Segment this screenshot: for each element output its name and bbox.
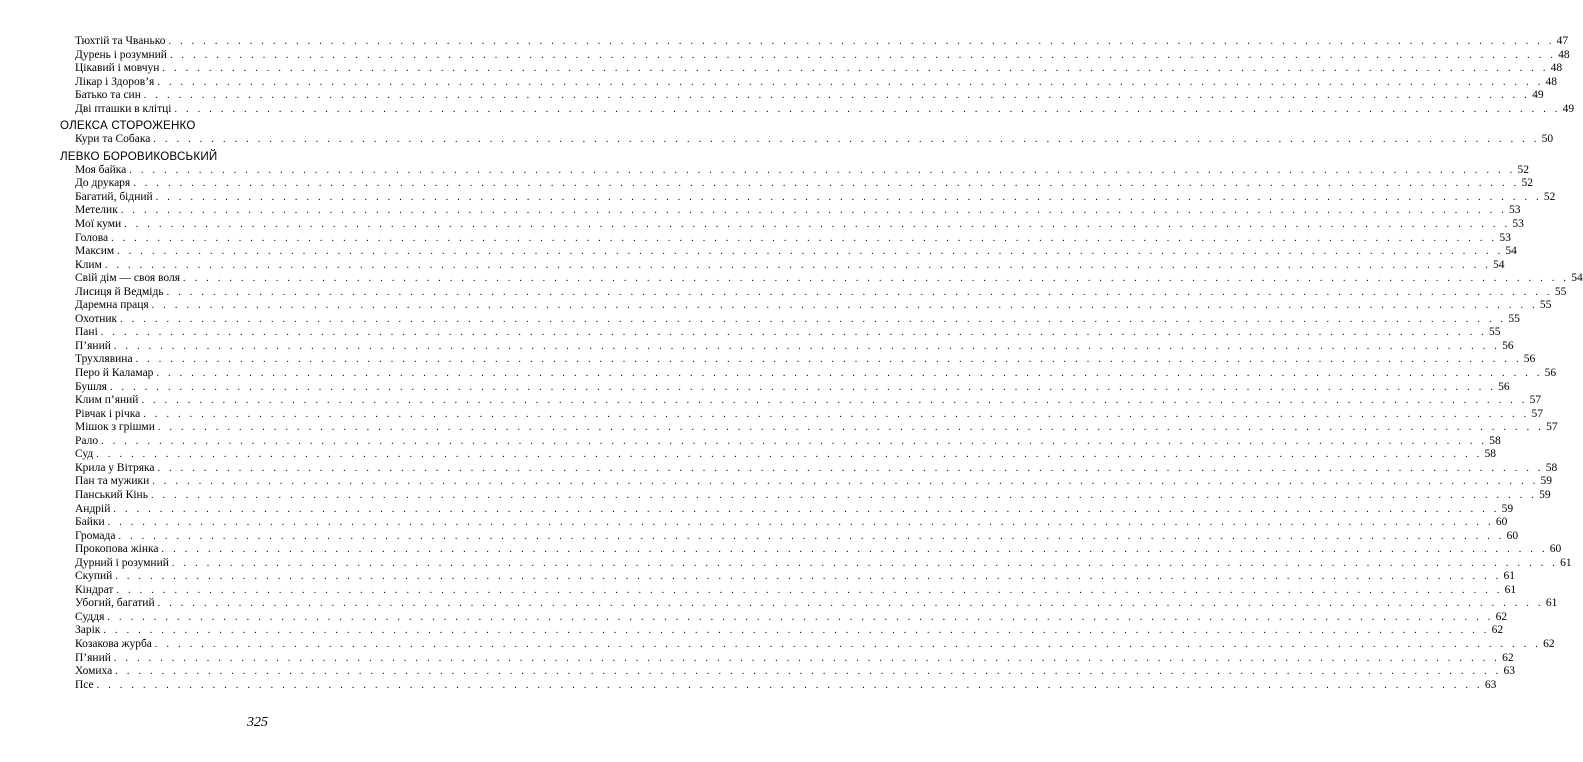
dot-leader: . . . . . . . . . . . . . . . . . . . . . . . . . . . . . . . . . . . . . . . . . . . . . . . . . . . . . . . . . . . . . . . . . . . . . . . . . . . . . . . . . . . . . . . . . . . . . . . . . . . . . . . . . . . . . . . . . . . . . . . . [141,395,1528,407]
toc-entry [60,258,1505,273]
dot-leader: . . . . . . . . . . . . . . . . . . . . . . . . . . . . . . . . . . . . . . . . . . . . . . . . . . . . . . . . . . . . . . . . . . . . . . . . . . . . . . . . . . . . . . . . . . . . . . . . . . . . . . . . . . . . . . . . . . . . . . . . [100,327,1487,339]
entry-title: Тюхтій та Чванько [75,35,166,47]
dot-leader: . . . . . . . . . . . . . . . . . . . . . . . . . . . . . . . . . . . . . . . . . . . . . . . . . . . . . . . . . . . . . . . . . . . . . . . . . . . . . . . . . . . . . . . . . . . . . . . . . . . . . . . . . . . . . . . . . . . . . . . . [157,462,1544,474]
toc-entry [60,597,1558,611]
dot-leader: . . . . . . . . . . . . . . . . . . . . . . . . . . . . . . . . . . . . . . . . . . . . . . . . . . . . . . . . . . . . . . . . . . . . . . . . . . . . . . . . . . . . . . . . . . . . . . . . . . . . . . . . . . . . . . . . . . . . . . . . [166,286,1553,298]
dot-leader: . . . . . . . . . . . . . . . . . . . . . . . . . . . . . . . . . . . . . . . . . . . . . . . . . . . . . . . . . . . . . . . . . . . . . . . . . . . . . . . . . . . . . . . . . . . . . . . . . . . . . . . . . . . . . . . . . . . . . . . . [151,300,1538,312]
entry-title: Голова [75,231,109,244]
entry-page-number: 48 [1550,62,1563,75]
entry-page-number: 53 [1499,231,1511,244]
entry-title: Крила у Вітряка [75,461,155,474]
dot-leader: . . . . . . . . . . . . . . . . . . . . . . . . . . . . . . . . . . . . . . . . . . . . . . . . . . . . . . . . . . . . . . . . . . . . . . . . . . . . . . . . . . . . . . . . . . . . . . . . . . . . . . . . . . . . . . . . . . . . . . . . [96,449,1483,461]
dot-leader: . . . . . . . . . . . . . . . . . . . . . . . . . . . . . . . . . . . . . . . . . . . . . . . . . . . . . . . . . . . . . . . . . . . . . . . . . . . . . . . . . . . . . . . . . . . . . . . . . . . . . . . . . . . . . . . . . . . . . . . . [113,652,1501,664]
dot-leader: . . . . . . . . . . . . . . . . . . . . . . . . . . . . . . . . . . . . . . . . . . . . . . . . . . . . . . . . . . . . . . . . . . . . . . . . . . . . . . . . . . . . . . . . . . . . . . . . . . . . . . . . . . . . . . . . . . . . . . . . [107,517,1494,529]
dot-leader: . . . . . . . . . . . . . . . . . . . . . . . . . . . . . . . . . . . . . . . . . . . . . . . . . . . . . . . . . . . . . . . . . . . . . . . . . . . . . . . . . . . . . . . . . . . . . . . . . . . . . . . . . . . . . . . . . . . . . . . . [143,90,1531,102]
entry-title: Лікар і Здоров’я [75,75,155,88]
dot-leader: . . . . . . . . . . . . . . . . . . . . . . . . . . . . . . . . . . . . . . . . . . . . . . . . . . . . . . . . . . . . . . . . . . . . . . . . . . . . . . . . . . . . . . . . . . . . . . . . . . . . . . . . . . . . . . . . . . . . . . . . [120,313,1507,325]
entry-title: Свій дім — своя воля [75,272,181,285]
toc-entry [60,245,1517,259]
entry-title: Багатий, бідний [75,190,153,203]
entry-title: Громада [75,529,116,542]
entry-title: Лисиця й Ведмідь [75,285,164,298]
entry-page-number: 48 [1558,48,1570,61]
entry-page-number: 62 [1543,637,1555,650]
dot-leader: . . . . . . . . . . . . . . . . . . . . . . . . . . . . . . . . . . . . . . . . . . . . . . . . . . . . . . . . . . . . . . . . . . . . . . . . . . . . . . . . . . . . . . . . . . . . . . . . . . . . . . . . . . . . . . . . . . . . . . . . [101,435,1488,447]
dot-leader: . . . . . . . . . . . . . . . . . . . . . . . . . . . . . . . . . . . . . . . . . . . . . . . . . . . . . . . . . . . . . . . . . . . . . . . . . . . . . . . . . . . . . . . . . . . . . . . . . . . . . . . . . . . . . . . . . . . . . . . . [103,625,1490,637]
toc-entry [60,502,1514,517]
entry-page-number: 61 [1545,597,1558,610]
dot-leader: . . . . . . . . . . . . . . . . . . . . . . . . . . . . . . . . . . . . . . . . . . . . . . . . . . . . . . . . . . . . . . . . . . . . . . . . . . . . . . . . . . . . . . . . . . . . . . . . . . . . . . . . . . . . . . . . . . . . . . . . [115,571,1502,583]
entry-title: Убогий, багатий [75,597,155,610]
entry-title: Дурний і розумний [75,556,169,569]
dot-leader: . . . . . . . . . . . . . . . . . . . . . . . . . . . . . . . . . . . . . . . . . . . . . . . . . . . . . . . . . . . . . . . . . . . . . . . . . . . . . . . . . . . . . . . . . . . . . . . . . . . . . . . . . . . . . . . . . . . . . . . . [162,63,1549,75]
dot-leader: . . . . . . . . . . . . . . . . . . . . . . . . . . . . . . . . . . . . . . . . . . . . . . . . . . . . . . . . . . . . . . . . . . . . . . . . . . . . . . . . . . . . . . . . . . . . . . . . . . . . . . . . . . . . . . . . . . . . . . . . [135,354,1522,366]
toc-entry [60,48,1570,63]
entry-title: Клим п’яний [75,394,139,407]
toc-entry [60,204,1521,218]
toc-entry [60,190,1556,205]
dot-leader: . . . . . . . . . . . . . . . . . . . . . . . . . . . . . . . . . . . . . . . . . . . . . . . . . . . . . . . . . . . . . . . . . . . . . . . . . . . . . . . . . . . . . . . . . . . . . . . . . . . . . . . . . . . . . . . . . . . . . . . . [113,340,1501,352]
toc-entry [60,665,1515,679]
entry-title: Метелик [75,204,118,217]
dot-leader: . . . . . . . . . . . . . . . . . . . . . . . . . . . . . . . . . . . . . . . . . . . . . . . . . . . . . . . . . . . . . . . . . . . . . . . . . . . . . . . . . . . . . . . . . . . . . . . . . . . . . . . . . . . . . . . . . . . . . . . . [156,368,1543,380]
dot-leader: . . . . . . . . . . . . . . . . . . . . . . . . . . . . . . . . . . . . . . . . . . . . . . . . . . . . . . . . . . . . . . . . . . . . . . . . . . . . . . . . . . . . . . . . . . . . . . . . . . . . . . . . . . . . . . . . . . . . . . . . [133,178,1520,190]
toc-entry [60,326,1501,340]
dot-leader: . . . . . . . . . . . . . . . . . . . . . . . . . . . . . . . . . . . . . . . . . . . . . . . . . . . . . . . . . . . . . . . . . . . . . . . . . . . . . . . . . . . . . . . . . . . . . . . . . . . . . . . . . . . . . . . . . . . . . . . . [155,191,1542,203]
entry-page-number: 58 [1545,461,1558,474]
entry-title: Батько та син [75,89,141,102]
dot-leader: . . . . . . . . . . . . . . . . . . . . . . . . . . . . . . . . . . . . . . . . . . . . . . . . . . . . . . . . . . . . . . . . . . . . . . . . . . . . . . . . . . . . . . . . . . . . . . . . . . . . . . . . . . . . . . . . . . . . . . . . [174,103,1561,115]
entry-page-number: 48 [1545,75,1558,88]
entry-page-number: 59 [1539,488,1551,501]
page-number: 325 [247,715,268,730]
dot-leader: . . . . . . . . . . . . . . . . . . . . . . . . . . . . . . . . . . . . . . . . . . . . . . . . . . . . . . . . . . . . . . . . . . . . . . . . . . . . . . . . . . . . . . . . . . . . . . . . . . . . . . . . . . . . . . . . . . . . . . . . [115,666,1502,678]
toc-entry [60,543,1562,557]
entry-page-number: 63 [1484,678,1497,691]
entry-page-number: 57 [1546,421,1558,434]
entry-title: Андрій [75,502,111,515]
entry-title: Даремна праця [75,299,149,312]
toc-entry [60,89,1544,103]
dot-leader: . . . . . . . . . . . . . . . . . . . . . . . . . . . . . . . . . . . . . . . . . . . . . . . . . . . . . . . . . . . . . . . . . . . . . . . . . . . . . . . . . . . . . . . . . . . . . . . . . . . . . . . . . . . . . . . . . . . . . . . . [154,638,1542,650]
entry-title: Клим [75,258,102,271]
author-heading: ОЛЕКСА СТОРОЖЕНКО [60,119,196,133]
dot-leader: . . . . . . . . . . . . . . . . . . . . . . . . . . . . . . . . . . . . . . . . . . . . . . . . . . . . . . . . . . . . . . . . . . . . . . . . . . . . . . . . . . . . . . . . . . . . . . . . . . . . . . . . . . . . . . . . . . . . . . . . [118,530,1505,542]
author-heading: ЛЕВКО БОРОВИКОВСЬКИЙ [60,149,218,163]
entry-page-number: 56 [1502,339,1514,352]
toc-entry [60,529,1519,544]
dot-leader: . . . . . . . . . . . . . . . . . . . . . . . . . . . . . . . . . . . . . . . . . . . . . . . . . . . . . . . . . . . . . . . . . . . . . . . . . . . . . . . . . . . . . . . . . . . . . . . . . . . . . . . . . . . . . . . . . . . . . . . . [157,598,1544,610]
dot-leader: . . . . . . . . . . . . . . . . . . . . . . . . . . . . . . . . . . . . . . . . . . . . . . . . . . . . . . . . . . . . . . . . . . . . . . . . . . . . . . . . . . . . . . . . . . . . . . . . . . . . . . . . . . . . . . . . . . . . . . . . [120,205,1507,217]
entry-title: Зарік [75,624,101,637]
dot-leader: . . . . . . . . . . . . . . . . . . . . . . . . . . . . . . . . . . . . . . . . . . . . . . . . . . . . . . . . . . . . . . . . . . . . . . . . . . . . . . . . . . . . . . . . . . . . . . . . . . . . . . . . . . . . . . . . . . . . . . . . [113,503,1500,515]
entry-title: До друкаря [75,177,131,190]
entry-page-number: 61 [1560,556,1572,569]
dot-leader: . . . . . . . . . . . . . . . . . . . . . . . . . . . . . . . . . . . . . . . . . . . . . . . . . . . . . . . . . . . . . . . . . . . . . . . . . . . . . . . . . . . . . . . . . . . . . . . . . . . . . . . . . . . . . . . . . . . . . . . . [104,259,1492,271]
entry-page-number: 60 [1495,516,1508,529]
entry-page-number: 54 [1505,245,1517,258]
entry-page-number: 62 [1502,651,1514,664]
dot-leader: . . . . . . . . . . . . . . . . . . . . . . . . . . . . . . . . . . . . . . . . . . . . . . . . . . . . . . . . . . . . . . . . . . . . . . . . . . . . . . . . . . . . . . . . . . . . . . . . . . . . . . . . . . . . . . . . . . . . . . . . [157,422,1545,434]
entry-page-number: 55 [1554,285,1567,298]
entry-page-number: 57 [1529,394,1542,407]
toc-entry [60,421,1558,435]
table-of-contents [60,35,1583,692]
entry-page-number: 59 [1540,475,1553,488]
toc-entry [60,475,1553,489]
entry-page-number: 54 [1493,258,1505,271]
toc-entry [60,353,1536,367]
entry-title: Кіндрат [75,583,114,596]
entry-title: Байки [75,516,105,529]
entry-page-number: 58 [1484,448,1496,461]
toc-entry [60,177,1533,191]
toc-entry [60,434,1501,449]
toc-entry [60,556,1572,571]
entry-title: Козакова журба [75,637,152,650]
toc-entry [60,448,1496,462]
entry-page-number: 56 [1523,353,1536,366]
entry-title: Рало [75,434,99,447]
entry-title: Моя байка [75,163,127,176]
entry-page-number: 50 [1541,133,1554,146]
entry-page-number: 55 [1508,312,1520,325]
toc-entry [60,637,1555,652]
entry-page-number: 59 [1501,502,1514,515]
entry-title: Пані [75,326,98,339]
entry-title: Панський Кінь [75,488,148,501]
dot-leader: . . . . . . . . . . . . . . . . . . . . . . . . . . . . . . . . . . . . . . . . . . . . . . . . . . . . . . . . . . . . . . . . . . . . . . . . . . . . . . . . . . . . . . . . . . . . . . . . . . . . . . . . . . . . . . . . . . . . . . . . [152,476,1539,488]
entry-page-number: 54 [1571,272,1583,285]
dot-leader: . . . . . . . . . . . . . . . . . . . . . . . . . . . . . . . . . . . . . . . . . . . . . . . . . . . . . . . . . . . . . . . . . . . . . . . . . . . . . . . . . . . . . . . . . . . . . . . . . . . . . . . . . . . . . . . . . . . . . . . . [171,557,1559,569]
toc-entry [60,312,1520,327]
toc-entry [60,299,1552,313]
entry-title: П’яний [75,339,111,352]
toc-entry [60,407,1543,422]
entry-page-number: 61 [1503,570,1516,583]
dot-leader: . . . . . . . . . . . . . . . . . . . . . . . . . . . . . . . . . . . . . . . . . . . . . . . . . . . . . . . . . . . . . . . . . . . . . . . . . . . . . . . . . . . . . . . . . . . . . . . . . . . . . . . . . . . . . . . . . . . . . . . . [157,76,1544,88]
toc-entry [60,394,1542,408]
entry-page-number: 53 [1509,204,1521,217]
toc-entry [60,624,1504,638]
toc-entry [60,133,1554,147]
toc-entry [60,367,1557,381]
entry-page-number: 60 [1506,529,1519,542]
dot-leader: . . . . . . . . . . . . . . . . . . . . . . . . . . . . . . . . . . . . . . . . . . . . . . . . . . . . . . . . . . . . . . . . . . . . . . . . . . . . . . . . . . . . . . . . . . . . . . . . . . . . . . . . . . . . . . . . . . . . . . . . [183,273,1570,285]
dot-leader: . . . . . . . . . . . . . . . . . . . . . . . . . . . . . . . . . . . . . . . . . . . . . . . . . . . . . . . . . . . . . . . . . . . . . . . . . . . . . . . . . . . . . . . . . . . . . . . . . . . . . . . . . . . . . . . . . . . . . . . . [109,381,1497,393]
dot-leader: . . . . . . . . . . . . . . . . . . . . . . . . . . . . . . . . . . . . . . . . . . . . . . . . . . . . . . . . . . . . . . . . . . . . . . . . . . . . . . . . . . . . . . . . . . . . . . . . . . . . . . . . . . . . . . . . . . . . . . . . [143,408,1530,420]
dot-leader: . . . . . . . . . . . . . . . . . . . . . . . . . . . . . . . . . . . . . . . . . . . . . . . . . . . . . . . . . . . . . . . . . . . . . . . . . . . . . . . . . . . . . . . . . . . . . . . . . . . . . . . . . . . . . . . . . . . . . . . . [117,246,1504,258]
entry-title: Дві пташки в клітці [75,102,172,115]
entry-page-number: 55 [1539,299,1552,312]
entry-page-number: 58 [1489,434,1501,447]
toc-entry [60,516,1508,530]
entry-title: Бушля [75,380,107,393]
toc-entry [60,380,1510,395]
dot-leader: . . . . . . . . . . . . . . . . . . . . . . . . . . . . . . . . . . . . . . . . . . . . . . . . . . . . . . . . . . . . . . . . . . . . . . . . . . . . . . . . . . . . . . . . . . . . . . . . . . . . . . . . . . . . . . . . . . . . . . . . [161,544,1548,556]
entry-title: Суддя [75,610,105,623]
entry-title: Максим [75,245,115,258]
entry-title: Хомиха [75,665,113,678]
toc-entry [60,35,1569,49]
toc-entry [60,651,1514,666]
entry-title: П’яний [75,651,111,664]
entry-page-number: 56 [1498,380,1510,393]
entry-page-number: 49 [1532,89,1544,102]
dot-leader: . . . . . . . . . . . . . . . . . . . . . . . . . . . . . . . . . . . . . . . . . . . . . . . . . . . . . . . . . . . . . . . . . . . . . . . . . . . . . . . . . . . . . . . . . . . . . . . . . . . . . . . . . . . . . . . . . . . . . . . . [168,36,1555,47]
entry-page-number: 63 [1503,665,1515,678]
entry-page-number: 52 [1521,177,1533,190]
toc-entry [60,218,1524,232]
toc-entry [60,163,1529,178]
entry-title: Мої куми [75,218,122,231]
entry-page-number: 47 [1556,35,1569,47]
entry-page-number: 52 [1517,163,1529,176]
entry-title: Скупий [75,570,113,583]
dot-leader: . . . . . . . . . . . . . . . . . . . . . . . . . . . . . . . . . . . . . . . . . . . . . . . . . . . . . . . . . . . . . . . . . . . . . . . . . . . . . . . . . . . . . . . . . . . . . . . . . . . . . . . . . . . . . . . . . . . . . . . . [169,49,1557,61]
entry-title: Охотник [75,312,118,325]
dot-leader: . . . . . . . . . . . . . . . . . . . . . . . . . . . . . . . . . . . . . . . . . . . . . . . . . . . . . . . . . . . . . . . . . . . . . . . . . . . . . . . . . . . . . . . . . . . . . . . . . . . . . . . . . . . . . . . . . . . . . . . . [153,134,1540,146]
entry-title: Мішок з грішми [75,421,155,434]
toc-entry [60,75,1558,90]
toc-entry [60,583,1517,598]
dot-leader: . . . . . . . . . . . . . . . . . . . . . . . . . . . . . . . . . . . . . . . . . . . . . . . . . . . . . . . . . . . . . . . . . . . . . . . . . . . . . . . . . . . . . . . . . . . . . . . . . . . . . . . . . . . . . . . . . . . . . . . . [150,489,1538,501]
entry-page-number: 52 [1543,190,1556,203]
entry-title: Псе [75,678,94,691]
dot-leader: . . . . . . . . . . . . . . . . . . . . . . . . . . . . . . . . . . . . . . . . . . . . . . . . . . . . . . . . . . . . . . . . . . . . . . . . . . . . . . . . . . . . . . . . . . . . . . . . . . . . . . . . . . . . . . . . . . . . . . . . [129,164,1516,176]
entry-page-number: 62 [1491,624,1504,637]
entry-page-number: 62 [1495,610,1508,623]
entry-title: Цікавий і мовчун [75,62,160,75]
dot-leader: . . . . . . . . . . . . . . . . . . . . . . . . . . . . . . . . . . . . . . . . . . . . . . . . . . . . . . . . . . . . . . . . . . . . . . . . . . . . . . . . . . . . . . . . . . . . . . . . . . . . . . . . . . . . . . . . . . . . . . . . [124,219,1511,231]
dot-leader: . . . . . . . . . . . . . . . . . . . . . . . . . . . . . . . . . . . . . . . . . . . . . . . . . . . . . . . . . . . . . . . . . . . . . . . . . . . . . . . . . . . . . . . . . . . . . . . . . . . . . . . . . . . . . . . . . . . . . . . . [96,679,1483,691]
entry-title: Пан та мужики [75,475,150,488]
toc-entry [60,461,1558,476]
toc-entry [60,570,1516,584]
entry-page-number: 61 [1504,583,1517,596]
toc-entry [60,102,1575,117]
dot-leader: . . . . . . . . . . . . . . . . . . . . . . . . . . . . . . . . . . . . . . . . . . . . . . . . . . . . . . . . . . . . . . . . . . . . . . . . . . . . . . . . . . . . . . . . . . . . . . . . . . . . . . . . . . . . . . . . . . . . . . . . [111,232,1498,244]
toc-entry [60,488,1551,503]
toc-entry [60,610,1508,625]
entry-title: Дурень і розумний [75,48,167,61]
entry-page-number: 60 [1549,543,1562,556]
entry-title: Кури та Собака [75,133,151,146]
dot-leader: . . . . . . . . . . . . . . . . . . . . . . . . . . . . . . . . . . . . . . . . . . . . . . . . . . . . . . . . . . . . . . . . . . . . . . . . . . . . . . . . . . . . . . . . . . . . . . . . . . . . . . . . . . . . . . . . . . . . . . . . [116,584,1503,596]
entry-title: Трухлявина [75,353,133,366]
toc-entry [60,339,1514,354]
dot-leader: . . . . . . . . . . . . . . . . . . . . . . . . . . . . . . . . . . . . . . . . . . . . . . . . . . . . . . . . . . . . . . . . . . . . . . . . . . . . . . . . . . . . . . . . . . . . . . . . . . . . . . . . . . . . . . . . . . . . . . . . [107,611,1494,623]
toc-entry [60,678,1497,693]
entry-page-number: 57 [1531,407,1543,420]
entry-page-number: 55 [1488,326,1501,339]
entry-page-number: 53 [1512,218,1524,231]
entry-title: Перо й Каламар [75,367,154,380]
toc-entry [60,285,1567,300]
toc-entry [60,272,1583,286]
toc-entry [60,62,1563,76]
entry-title: Рівчак і річка [75,407,141,420]
entry-title: Прокопова жінка [75,543,159,556]
toc-entry [60,231,1511,246]
entry-page-number: 49 [1562,102,1575,115]
entry-title: Суд [75,448,94,461]
entry-page-number: 56 [1544,367,1557,380]
